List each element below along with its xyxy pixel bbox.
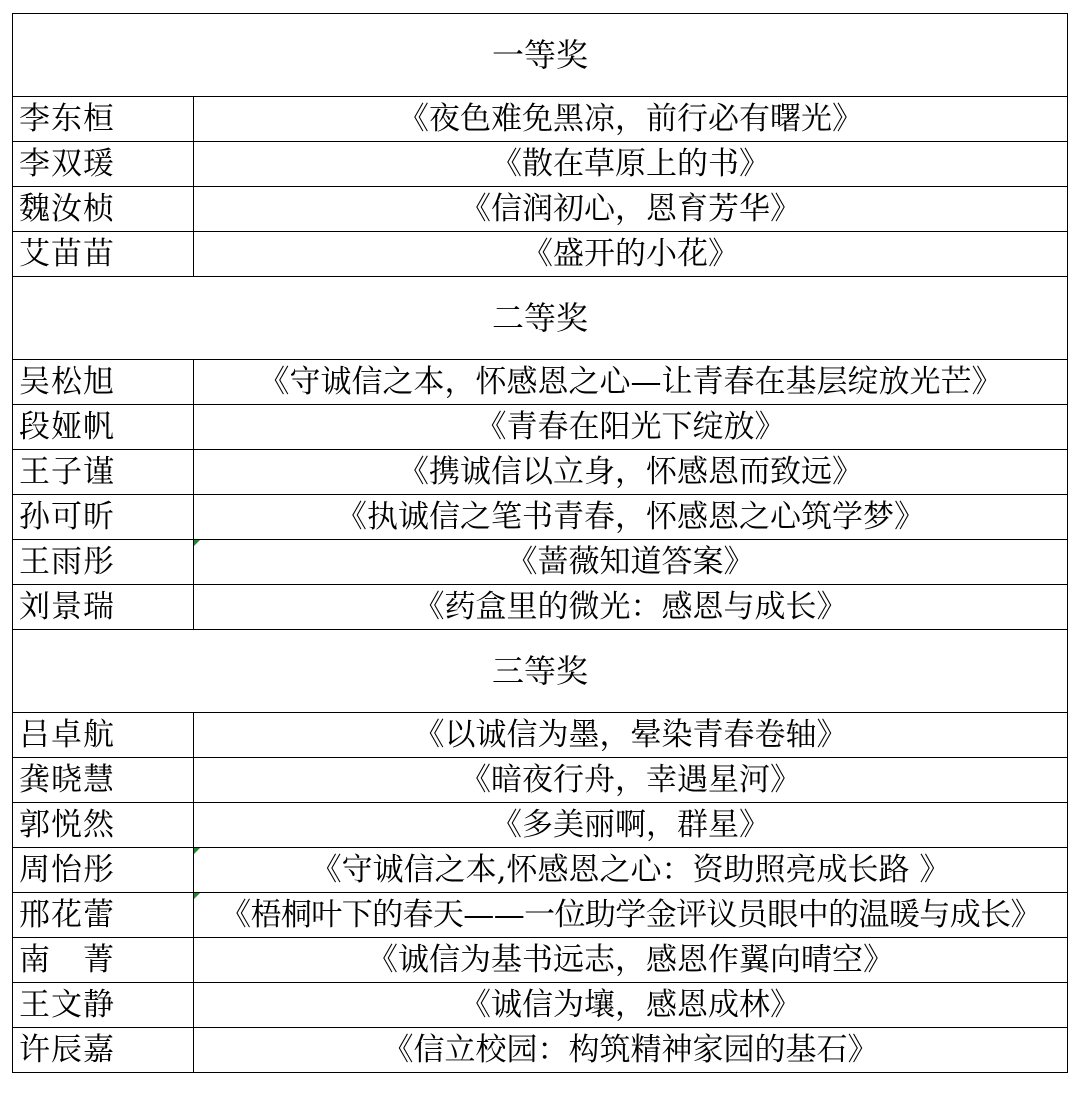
section-header-row (13, 14, 1068, 97)
table-row (13, 540, 1068, 585)
winner-name: 李双瑗 (13, 142, 194, 187)
table-row (13, 1028, 1068, 1073)
essay-title: 《盛开的小花》 (194, 232, 1068, 277)
winner-name: 魏汝桢 (13, 187, 194, 232)
winner-name: 吴松旭 (13, 360, 194, 405)
winner-name: 王文静 (13, 983, 194, 1028)
winner-name: 许辰嘉 (13, 1028, 194, 1073)
winner-name: 艾苗苗 (13, 232, 194, 277)
table-row (13, 893, 1068, 938)
essay-title: 《多美丽啊，群星》 (194, 803, 1068, 848)
table-row (13, 360, 1068, 405)
table-row (13, 713, 1068, 758)
table-row (13, 585, 1068, 630)
winner-name: 刘景瑞 (13, 585, 194, 630)
section-heading-first-prize: 一等奖 (13, 14, 1068, 97)
essay-title: 《诚信为壤，感恩成林》 (194, 983, 1068, 1028)
table-row (13, 142, 1068, 187)
table-row (13, 450, 1068, 495)
winner-name: 王雨彤 (13, 540, 194, 585)
winner-name: 周怡彤 (13, 848, 194, 893)
essay-title: 《散在草原上的书》 (194, 142, 1068, 187)
winner-name: 龚晓慧 (13, 758, 194, 803)
table-row (13, 232, 1068, 277)
essay-title: 《执诚信之笔书青春，怀感恩之心筑学梦》 (194, 495, 1068, 540)
table-row (13, 495, 1068, 540)
winner-name: 郭悦然 (13, 803, 194, 848)
essay-title: 《守诚信之本,怀感恩之心：资助照亮成长路 》 (194, 848, 1068, 893)
winner-name: 段娅帆 (13, 405, 194, 450)
winner-name: 王子谨 (13, 450, 194, 495)
table-row (13, 803, 1068, 848)
table-row (13, 983, 1068, 1028)
winner-name: 吕卓航 (13, 713, 194, 758)
section-heading-third-prize: 三等奖 (13, 630, 1068, 713)
section-header-row (13, 630, 1068, 713)
table-row (13, 97, 1068, 142)
table-row (13, 758, 1068, 803)
essay-title: 《以诚信为墨，晕染青春卷轴》 (194, 713, 1068, 758)
essay-title: 《夜色难免黑凉，前行必有曙光》 (194, 97, 1068, 142)
essay-title: 《蔷薇知道答案》 (194, 540, 1068, 585)
essay-title: 《信润初心，恩育芳华》 (194, 187, 1068, 232)
table-row (13, 405, 1068, 450)
section-heading-second-prize: 二等奖 (13, 277, 1068, 360)
essay-title: 《信立校园：构筑精神家园的基石》 (194, 1028, 1068, 1073)
table-row (13, 938, 1068, 983)
table-row (13, 187, 1068, 232)
essay-title: 《诚信为基书远志，感恩作翼向晴空》 (194, 938, 1068, 983)
table-row (13, 848, 1068, 893)
winner-name: 李东桓 (13, 97, 194, 142)
section-header-row (13, 277, 1068, 360)
award-table (12, 13, 1068, 1073)
winner-name: 南 菁 (13, 938, 194, 983)
essay-title: 《暗夜行舟，幸遇星河》 (194, 758, 1068, 803)
essay-title: 《梧桐叶下的春天——一位助学金评议员眼中的温暖与成长》 (194, 893, 1068, 938)
essay-title: 《药盒里的微光：感恩与成长》 (194, 585, 1068, 630)
essay-title: 《青春在阳光下绽放》 (194, 405, 1068, 450)
winner-name: 孙可昕 (13, 495, 194, 540)
essay-title: 《携诚信以立身，怀感恩而致远》 (194, 450, 1068, 495)
essay-title: 《守诚信之本，怀感恩之心—让青春在基层绽放光芒》 (194, 360, 1068, 405)
winner-name: 邢花蕾 (13, 893, 194, 938)
